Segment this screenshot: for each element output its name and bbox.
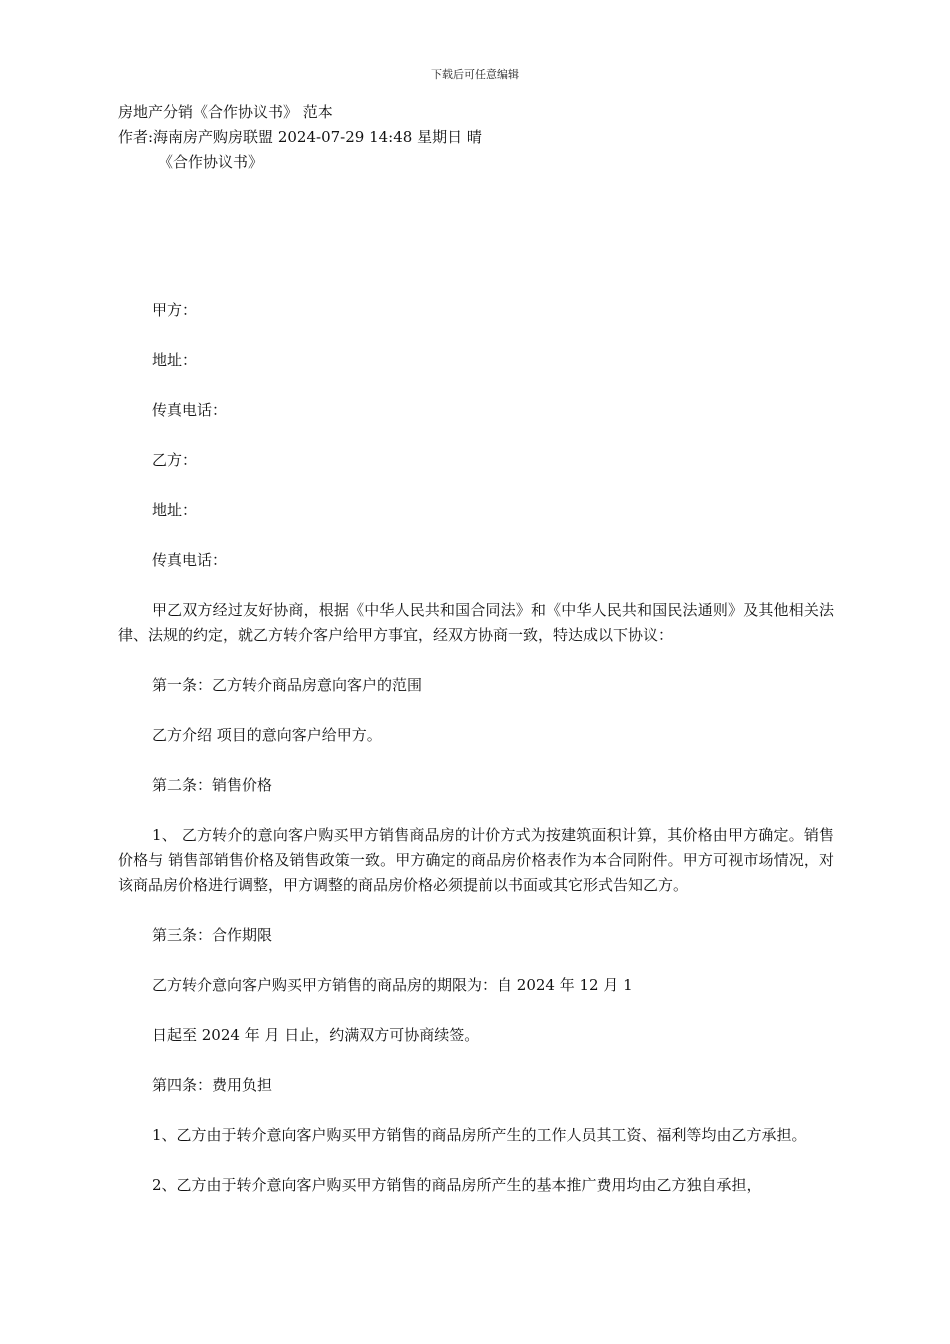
article-1-text: 乙方介绍 项目的意向客户给甲方。 — [152, 726, 382, 744]
article-1-title: 第一条：乙方转介商品房意向客户的范围 — [152, 676, 423, 694]
document-body — [118, 298, 834, 1223]
article-2-title: 第二条：销售价格 — [152, 776, 273, 794]
article-3-text-line-2: 日起至 2024 年 月 日止，约满双方可协商续签。 — [152, 1026, 480, 1044]
party-b-fax-label: 传真电话： — [152, 551, 228, 569]
article-4-title: 第四条：费用负担 — [152, 1076, 273, 1094]
party-a-address-label: 地址： — [152, 351, 198, 369]
party-b-label: 乙方： — [152, 451, 198, 469]
article-3-title: 第三条：合作期限 — [152, 926, 273, 944]
article-4-item-1: 1、乙方由于转介意向客户购买甲方销售的商品房所产生的工作人员其工资、福利等均由乙方承担。 — [152, 1126, 807, 1144]
page-header-note: 下载后可任意编辑 — [431, 68, 519, 81]
article-4-item-2: 2、乙方由于转介意向客户购买甲方销售的商品房所产生的基本推广费用均由乙方独自承担， — [152, 1176, 762, 1194]
document-title: 房地产分销《合作协议书》 范本 — [118, 103, 333, 121]
party-b-address-label: 地址： — [152, 501, 198, 519]
intro-paragraph: 甲乙双方经过友好协商，根据《中华人民共和国合同法》和《中华人民共和国民法通则》及其他相关法律、法规的约定，就乙方转介客户给甲方事宜，经双方协商一致，特达成以下协议： — [118, 601, 834, 644]
party-a-label: 甲方： — [152, 301, 198, 319]
party-a-fax-label: 传真电话： — [152, 401, 228, 419]
document-subtitle: 《合作协议书》 — [158, 153, 264, 171]
article-2-text: 1、 乙方转介的意向客户购买甲方销售商品房的计价方式为按建筑面积计算，其价格由甲方确定。销售价格与 销售部销售价格及销售政策一致。甲方确定的商品房价格表作为本合同附件。甲方可视市场情况，对该商品房价格进行调整，甲方调整的商品房价格必须提前以书面或其它形式告知乙方。 — [118, 826, 834, 894]
article-3-text-line-1: 乙方转介意向客户购买甲方销售的商品房的期限为：自 2024 年 12 月 1 — [152, 976, 633, 994]
author-line: 作者:海南房产购房联盟 2024-07-29 14:48 星期日 晴 — [118, 128, 482, 146]
